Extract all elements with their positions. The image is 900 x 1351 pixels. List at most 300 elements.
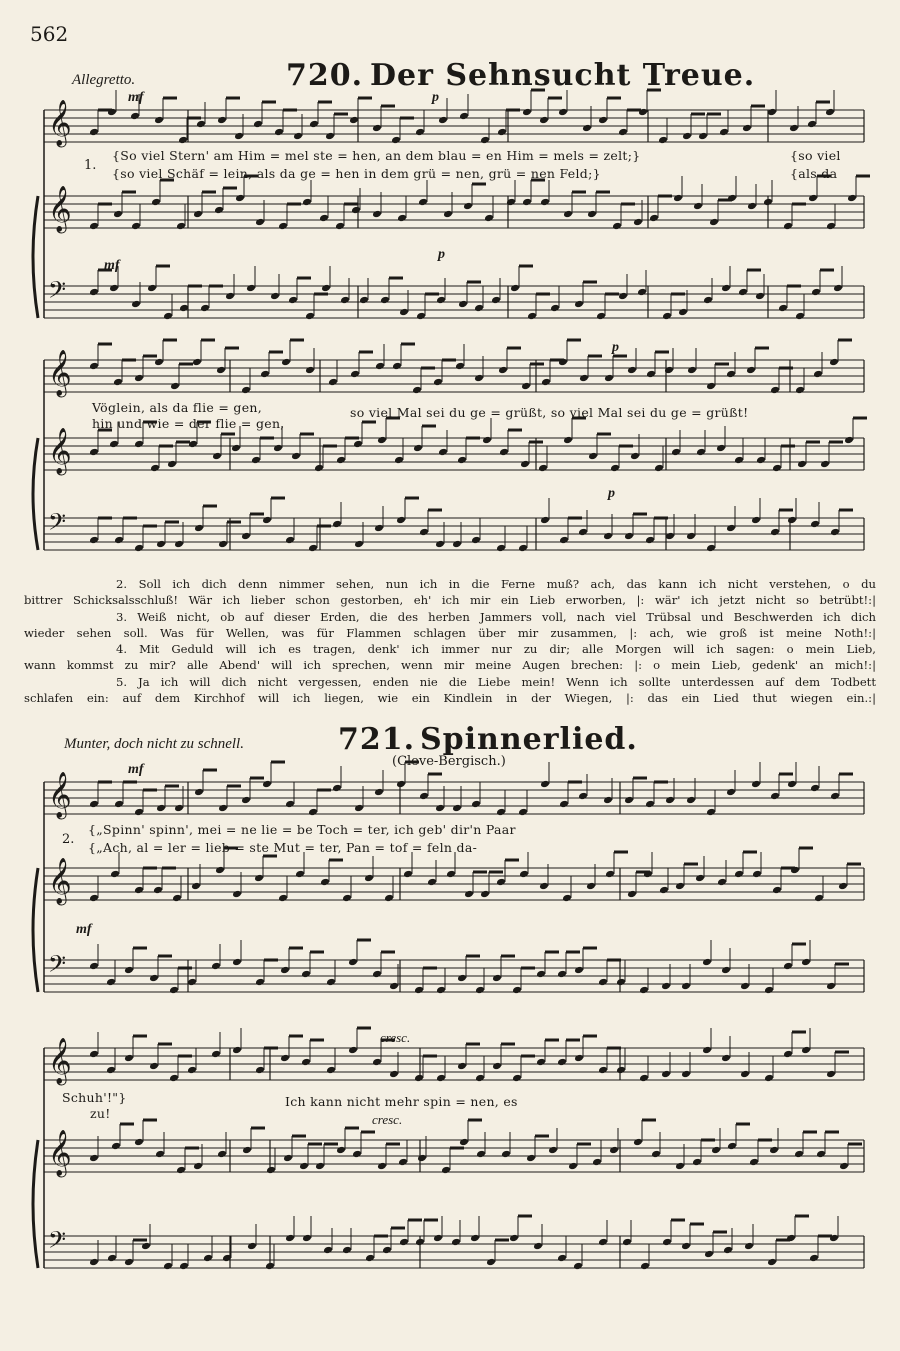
system-721-2-note xyxy=(598,1066,608,1075)
verse-line: 4. Mit Geduld will ich es tragen, denk' ich immer nur zu dir; alle Morgen will ich sagen: o mein Lieb, xyxy=(116,642,876,657)
system-721-2-note xyxy=(681,1070,691,1079)
system-721-1-note xyxy=(518,808,528,817)
system-721-1-note xyxy=(562,894,572,903)
system-721-2-note xyxy=(616,1066,626,1075)
system-720-2-note xyxy=(150,464,160,473)
dynamic-p-bass: p xyxy=(438,247,445,262)
system-721-1-note xyxy=(364,874,374,883)
system-720-1-note xyxy=(235,194,245,203)
system-720-1-note xyxy=(510,284,520,293)
song-subtitle-721: (Cleve-Bergisch.) xyxy=(392,754,506,769)
system-720-2-note xyxy=(394,456,404,465)
system-721-2-note xyxy=(299,1162,309,1171)
system-720-1-note xyxy=(558,108,568,117)
system-721-2-note xyxy=(639,1074,649,1083)
system-720-2-note xyxy=(726,370,736,379)
system-721-1-note xyxy=(752,870,762,879)
system-720-2-note xyxy=(797,460,807,469)
system-720-1-note xyxy=(778,304,788,313)
system-721-1-note xyxy=(372,970,382,979)
system-721-1-note xyxy=(826,982,836,991)
system-721-1-note xyxy=(278,894,288,903)
tempo-marking-720: Allegretto. xyxy=(72,72,136,88)
system-721-2-note xyxy=(232,1046,242,1055)
system-721-1-note xyxy=(254,874,264,883)
system-721-2-note xyxy=(749,1158,759,1167)
system-720-2-note xyxy=(134,374,144,383)
system-720-1-note xyxy=(154,116,164,125)
system-721-2-note xyxy=(794,1150,804,1159)
system-721-1-note xyxy=(661,982,671,991)
system-720-2-note xyxy=(273,444,283,453)
system-721-1-note xyxy=(770,792,780,801)
system-721-2-note xyxy=(470,1234,480,1243)
system-721-2-note xyxy=(176,1166,186,1175)
system-721-2-note xyxy=(509,1234,519,1243)
system-721-2-note xyxy=(702,1046,712,1055)
system-721-2-note xyxy=(336,1146,346,1155)
system-720-1-note xyxy=(397,214,407,223)
system-721-1-note xyxy=(772,886,782,895)
system-720-1-note xyxy=(131,222,141,231)
system-721-2-note xyxy=(415,1238,425,1247)
system-720-2-note xyxy=(375,362,385,371)
verse-number-721: 2. xyxy=(62,832,75,847)
system-721-1-note xyxy=(191,882,201,891)
system-720-1-note xyxy=(178,136,188,145)
system-720-1-note xyxy=(795,312,805,321)
system-721-2-note xyxy=(134,1138,144,1147)
system-720-1-note xyxy=(372,210,382,219)
system-721-1-note xyxy=(717,878,727,887)
system-720-2-note xyxy=(241,386,251,395)
system-720-1-note xyxy=(658,136,668,145)
system-720-1-note xyxy=(682,132,692,141)
system-721-1-brace xyxy=(33,868,38,992)
system-720-1-note xyxy=(582,124,592,133)
system-720-2-note xyxy=(392,362,402,371)
lyric-line-1-end: {so viel xyxy=(790,148,841,163)
system-721-2-note xyxy=(783,1050,793,1059)
system-720-2-note xyxy=(630,452,640,461)
system-720-1-note xyxy=(522,108,532,117)
system-721-2-note xyxy=(723,1246,733,1255)
system-721-2-note xyxy=(163,1262,173,1271)
system-720-1-note xyxy=(359,296,369,305)
verse-line: wieder sehen soll. Was für Wellen, was für Flammen schlagen über mir zusammen, |: ach, wie groß ist meine Noth!:| xyxy=(24,625,876,640)
system-720-1-note xyxy=(598,116,608,125)
system-721-1-note xyxy=(295,870,305,879)
system-720-2-note xyxy=(457,456,467,465)
system-720-2-note xyxy=(435,540,445,549)
system-720-2-note xyxy=(328,378,338,387)
system-720-1-note xyxy=(335,222,345,231)
verse-line: 5. Ja ich will dich nicht vergessen, enden nie die Liebe mein! Wenn ich sollte unterdessen auf dem Todbett xyxy=(116,674,876,689)
system-721-1-note xyxy=(598,978,608,987)
dynamic-mf-bass: mf xyxy=(104,258,120,273)
system-721-2-note xyxy=(124,1054,134,1063)
system-721-1-note xyxy=(348,958,358,967)
system-720-1-note xyxy=(738,288,748,297)
system-721-1-note xyxy=(374,788,384,797)
system-720-2-note xyxy=(412,386,422,395)
system-721-1-note xyxy=(194,788,204,797)
system-721-2-note xyxy=(609,1146,619,1155)
system-720-2-note xyxy=(563,436,573,445)
system-720-2-note xyxy=(496,544,506,553)
system-721-2-note xyxy=(476,1150,486,1159)
system-721-2-note xyxy=(124,1258,134,1267)
system-720-2-note xyxy=(627,366,637,375)
system-720-1-note xyxy=(309,120,319,129)
system-721-2-note xyxy=(382,1246,392,1255)
system-721-1-note xyxy=(320,878,330,887)
system-720-1-note xyxy=(484,214,494,223)
system-721-1-note xyxy=(134,886,144,895)
system-720-1-note xyxy=(474,304,484,313)
system-720-2-clef: 𝄞 xyxy=(48,350,72,396)
system-720-2-note xyxy=(336,456,346,465)
system-721-2-note xyxy=(740,1070,750,1079)
tempo-marking-721: Munter, doch nicht zu schnell. xyxy=(64,736,244,752)
system-720-2-note xyxy=(820,460,830,469)
system-721-2-note xyxy=(106,1066,116,1075)
system-720-2-note xyxy=(216,366,226,375)
system-721-1-note xyxy=(740,982,750,991)
system-720-2-note xyxy=(770,528,780,537)
system-721-2-note xyxy=(622,1238,632,1247)
system-721-1-note xyxy=(89,894,99,903)
system-721-1-note xyxy=(241,796,251,805)
system-720-1-note xyxy=(678,308,688,317)
system-720-2-note xyxy=(603,532,613,541)
system-721-1-note xyxy=(332,784,342,793)
system-720-2-note xyxy=(353,440,363,449)
system-721-2-note xyxy=(816,1150,826,1159)
system-720-1-note xyxy=(321,284,331,293)
system-721-1-note xyxy=(134,808,144,817)
system-721-2-note xyxy=(280,1054,290,1063)
system-720-1-note xyxy=(596,312,606,321)
lyric-system2-line2: hin und wie = der flie = gen, xyxy=(92,416,285,431)
lyric-721-line1: {„Spinn' spinn', mei = ne lie = be Toch = ter, ich geb' dir'n Paar xyxy=(88,822,516,837)
system-721-2-note xyxy=(711,1146,721,1155)
system-721-2-clef: 𝄞 xyxy=(48,1038,72,1084)
system-721-2-note xyxy=(193,1162,203,1171)
system-720-1-note xyxy=(340,296,350,305)
system-720-2-clef: 𝄢 xyxy=(48,508,67,541)
system-721-2-note xyxy=(377,1162,387,1171)
system-720-2-note xyxy=(829,358,839,367)
system-721-2-note xyxy=(217,1150,227,1159)
system-721-2-note xyxy=(417,1154,427,1163)
system-721-2-note xyxy=(389,1070,399,1079)
lyric-system2-refrain: so viel Mal sei du ge = grüßt, so viel Mal sei du ge = grüßt! xyxy=(350,405,749,420)
system-720-1-note xyxy=(783,222,793,231)
system-720-1-note xyxy=(458,300,468,309)
system-721-1-note xyxy=(616,978,626,987)
system-721-2-note xyxy=(326,1066,336,1075)
system-721-2-note xyxy=(433,1234,443,1243)
system-721-1-note xyxy=(436,986,446,995)
system-720-1-note xyxy=(491,296,501,305)
system-721-1-note xyxy=(480,890,490,899)
system-720-1-note xyxy=(255,218,265,227)
verse-line: bittrer Schicksalsschluß! Wär ich lieber schon gestorben, eh' ich mir ein Lieb erworben, |: wär' ich jetzt nicht so betrübt!:| xyxy=(24,593,876,608)
system-720-2-note xyxy=(89,362,99,371)
system-720-2-clef: 𝄞 xyxy=(48,428,72,474)
system-721-2-note xyxy=(255,1066,265,1075)
cresc-piano-721: cresc. xyxy=(372,1112,403,1127)
system-720-2-note xyxy=(285,536,295,545)
system-720-1-note xyxy=(527,312,537,321)
system-721-1-note xyxy=(838,882,848,891)
system-720-2-note xyxy=(396,516,406,525)
system-721-2-note xyxy=(675,1162,685,1171)
system-720-2-note xyxy=(212,452,222,461)
system-721-1-clef: 𝄢 xyxy=(48,950,67,983)
system-720-2-note xyxy=(134,440,144,449)
system-720-1-note xyxy=(618,128,628,137)
system-721-2-note xyxy=(141,1242,151,1251)
system-720-2-note xyxy=(726,524,736,533)
system-721-1-note xyxy=(675,882,685,891)
system-721-2-note xyxy=(640,1262,650,1271)
system-721-2-note xyxy=(475,1074,485,1083)
system-721-1-note xyxy=(280,966,290,975)
system-721-2-note xyxy=(651,1150,661,1159)
system-720-1-note xyxy=(550,304,560,313)
system-720-1-note xyxy=(563,210,573,219)
system-720-2-note xyxy=(281,358,291,367)
system-720-1-note xyxy=(443,210,453,219)
system-720-1-note xyxy=(416,312,426,321)
system-720-1-note xyxy=(693,202,703,211)
system-721-1-note xyxy=(536,970,546,979)
system-720-2-note xyxy=(810,520,820,529)
system-720-1-note xyxy=(742,124,752,133)
cresc-voice-721: cresc. xyxy=(380,1030,411,1045)
system-720-1-note xyxy=(438,116,448,125)
system-721-1-note xyxy=(496,878,506,887)
system-721-2-note xyxy=(548,1146,558,1155)
system-720-2-note xyxy=(413,444,423,453)
system-721-2-note xyxy=(283,1154,293,1163)
system-721-2-clef: 𝄢 xyxy=(48,1226,67,1259)
page-number: 562 xyxy=(30,22,69,46)
system-721-1-note xyxy=(396,780,406,789)
system-721-2-note xyxy=(662,1238,672,1247)
system-721-2-note xyxy=(574,1054,584,1063)
system-721-2-note xyxy=(512,1074,522,1083)
system-721-2-note xyxy=(348,1046,358,1055)
system-721-1-note xyxy=(403,870,413,879)
song-number-720: 720. xyxy=(286,58,364,93)
system-721-1-note xyxy=(218,804,228,813)
song-number-721: 721. xyxy=(338,722,416,757)
system-720-2-note xyxy=(541,378,551,387)
system-721-1-note xyxy=(810,784,820,793)
system-720-2-note xyxy=(332,520,342,529)
system-721-1-note xyxy=(262,780,272,789)
system-721-2-note xyxy=(149,1062,159,1071)
system-721-2-note xyxy=(744,1242,754,1251)
system-721-2-note xyxy=(436,1074,446,1083)
system-721-1-note xyxy=(721,966,731,975)
system-720-1-note xyxy=(131,300,141,309)
system-720-2-note xyxy=(559,536,569,545)
system-721-1-note xyxy=(783,962,793,971)
system-720-1-note xyxy=(811,288,821,297)
system-721-1-note xyxy=(726,788,736,797)
system-721-1-note xyxy=(149,974,159,983)
system-721-2-note xyxy=(111,1142,121,1151)
system-721-2-note xyxy=(721,1054,731,1063)
system-721-2-note xyxy=(692,1158,702,1167)
system-720-2-note xyxy=(241,532,251,541)
system-720-1-note xyxy=(789,124,799,133)
system-721-2-note xyxy=(266,1166,276,1175)
system-721-1-note xyxy=(232,958,242,967)
lyric-721-system2-main: Ich kann nicht mehr spin = nen, es xyxy=(285,1094,518,1109)
system-720-1-note xyxy=(113,210,123,219)
system-721-1-note xyxy=(106,978,116,987)
system-721-2-note xyxy=(441,1166,451,1175)
system-721-1-note xyxy=(639,986,649,995)
system-721-1-note xyxy=(706,808,716,817)
system-720-1-note xyxy=(288,296,298,305)
system-720-1-note xyxy=(709,218,719,227)
system-721-2-note xyxy=(323,1246,333,1255)
system-721-1-note xyxy=(342,894,352,903)
dynamic-mf-voice: mf xyxy=(128,90,144,105)
system-720-1-note xyxy=(196,120,206,129)
system-721-2-note xyxy=(486,1258,496,1267)
system-721-2-note xyxy=(492,1062,502,1071)
system-721-1-note xyxy=(89,962,99,971)
system-720-1-note xyxy=(163,312,173,321)
system-720-1-note xyxy=(747,202,757,211)
system-720-1-note xyxy=(302,198,312,207)
verse-number-720: 1. xyxy=(84,158,97,173)
system-720-1-note xyxy=(89,288,99,297)
system-721-1-note xyxy=(89,800,99,809)
lyric-721-system2-line2: zu! xyxy=(90,1106,111,1121)
system-720-2-note xyxy=(706,544,716,553)
system-720-2-note xyxy=(645,536,655,545)
system-720-2-note xyxy=(354,540,364,549)
verse-line: 3. Weiß nicht, ob auf dieser Erden, die des herben Jammers voll, nach viel Trübsal und Beschwerden ich dich xyxy=(116,609,876,624)
system-720-1-note xyxy=(539,116,549,125)
lyric-system2-line1: Vöglein, als da flie = gen, xyxy=(92,400,263,415)
system-720-1-note xyxy=(351,206,361,215)
system-720-2-note xyxy=(113,378,123,387)
system-721-1-note xyxy=(559,800,569,809)
system-720-2-note xyxy=(134,544,144,553)
system-720-1-note xyxy=(833,284,843,293)
system-721-2-note xyxy=(203,1254,213,1263)
system-721-1-note xyxy=(419,792,429,801)
system-720-1-note xyxy=(633,218,643,227)
system-720-2-note xyxy=(844,436,854,445)
system-720-2-note xyxy=(706,382,716,391)
system-721-1-clef: 𝄞 xyxy=(48,858,72,904)
system-720-1-clef: 𝄢 xyxy=(48,276,67,309)
system-721-2-note xyxy=(704,1250,714,1259)
system-721-1-note xyxy=(695,874,705,883)
system-721-2-note xyxy=(301,1058,311,1067)
system-720-2-note xyxy=(471,536,481,545)
system-721-2-note xyxy=(414,1074,424,1083)
system-721-1-note xyxy=(627,890,637,899)
system-721-1-note xyxy=(255,978,265,987)
system-720-1-note xyxy=(274,128,284,137)
system-721-1-note xyxy=(557,970,567,979)
system-720-2-note xyxy=(751,516,761,525)
system-720-2-note xyxy=(830,528,840,537)
system-721-1-note xyxy=(814,894,824,903)
system-720-2-note xyxy=(174,540,184,549)
system-721-1-note xyxy=(539,882,549,891)
system-720-2-note xyxy=(170,382,180,391)
system-721-2-note xyxy=(459,1138,469,1147)
dynamic-mf-voice-721: mf xyxy=(128,762,144,777)
system-720-2-note xyxy=(419,528,429,537)
system-721-2-note xyxy=(89,1154,99,1163)
system-720-1-note xyxy=(463,202,473,211)
system-721-1-note xyxy=(114,800,124,809)
system-721-2-note xyxy=(89,1050,99,1059)
system-721-2-note xyxy=(633,1138,643,1147)
lyric-721-system2-line1: Schuh'!"} xyxy=(62,1090,127,1105)
system-721-1-note xyxy=(174,804,184,813)
system-721-1-note xyxy=(215,866,225,875)
system-721-1-note xyxy=(354,804,364,813)
system-720-2-note xyxy=(696,448,706,457)
system-720-2-note xyxy=(521,382,531,391)
system-721-1-note xyxy=(285,800,295,809)
system-721-2-note xyxy=(451,1238,461,1247)
system-721-2-note xyxy=(598,1238,608,1247)
system-721-2-note xyxy=(342,1246,352,1255)
system-721-2-note xyxy=(501,1150,511,1159)
system-721-1-note xyxy=(787,780,797,789)
system-720-2-note xyxy=(498,366,508,375)
system-721-2-note xyxy=(302,1234,312,1243)
system-721-1-note xyxy=(574,966,584,975)
system-721-1-note xyxy=(232,890,242,899)
system-720-2-note xyxy=(518,544,528,553)
system-721-2-note xyxy=(155,1150,165,1159)
system-720-1-note xyxy=(618,292,628,301)
system-720-2-note xyxy=(291,452,301,461)
system-720-1-note xyxy=(305,312,315,321)
system-721-2-note xyxy=(169,1074,179,1083)
system-721-1-note xyxy=(686,796,696,805)
system-720-2-note xyxy=(610,464,620,473)
system-720-2-note xyxy=(350,370,360,379)
system-720-1-note xyxy=(703,296,713,305)
system-720-2-note xyxy=(218,540,228,549)
system-720-2-note xyxy=(314,464,324,473)
verse-line: 2. Soll ich dich denn nimmer sehen, nun ich in die Ferne muß? ach, das kann ich nicht verstehen, o du xyxy=(116,577,876,591)
system-721-1-note xyxy=(153,886,163,895)
system-721-2-note xyxy=(801,1046,811,1055)
system-721-1-note xyxy=(586,882,596,891)
system-721-1-note xyxy=(326,978,336,987)
system-721-2-note xyxy=(568,1162,578,1171)
system-720-2-note xyxy=(671,448,681,457)
